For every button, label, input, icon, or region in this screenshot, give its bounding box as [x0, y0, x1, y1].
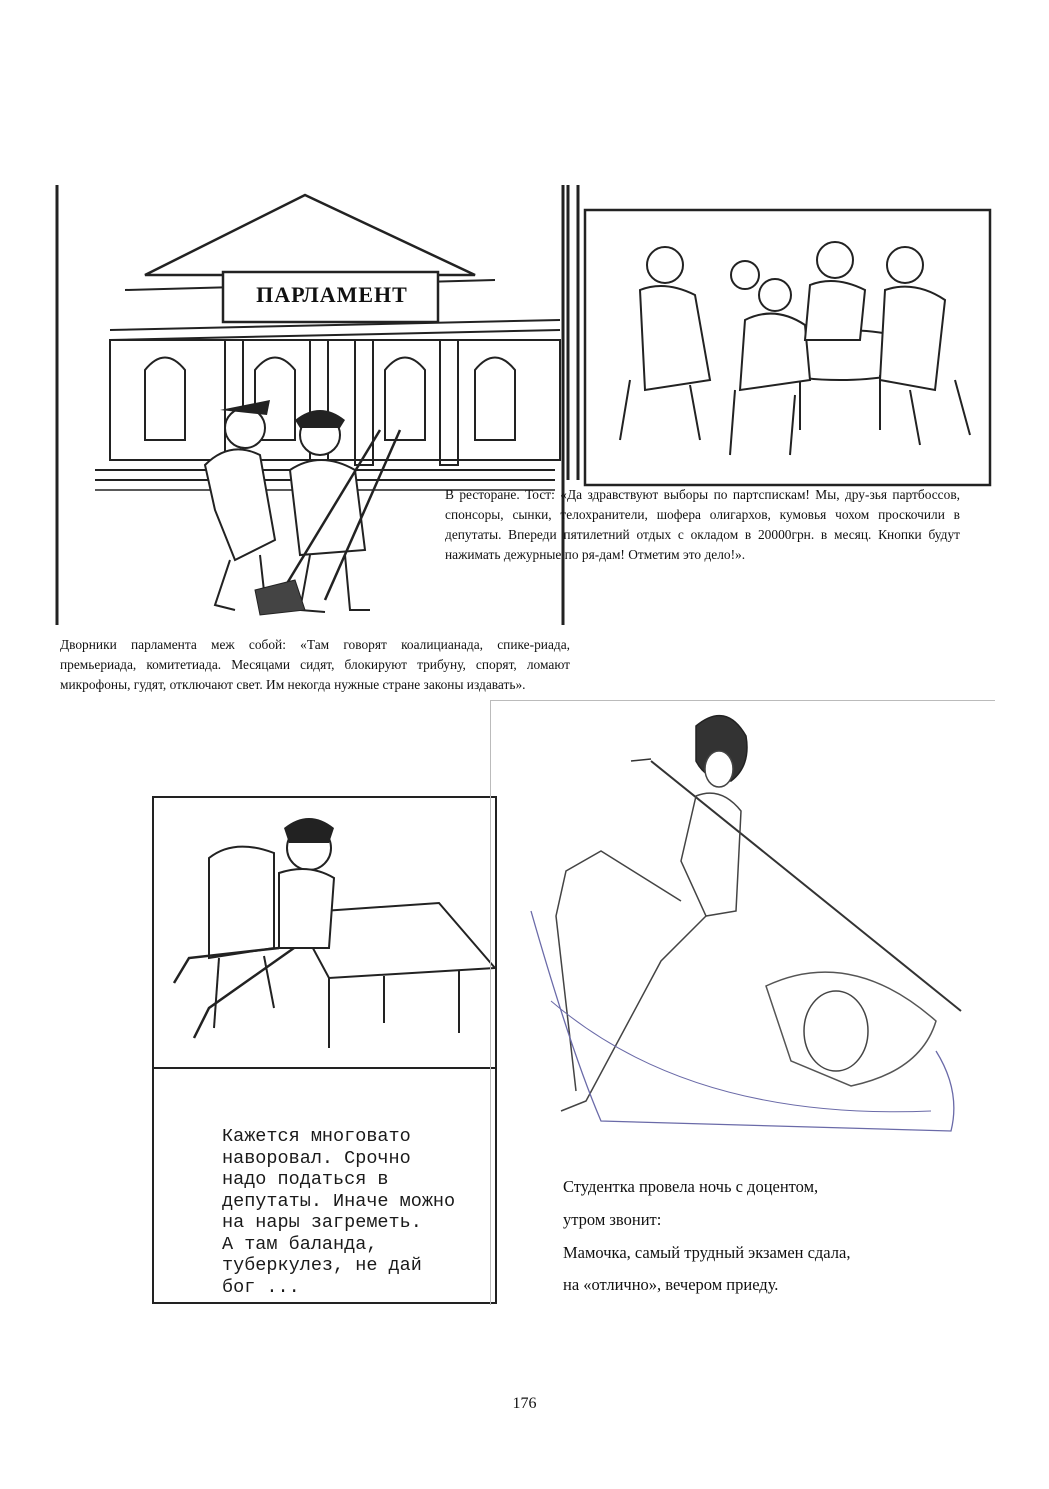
office-caption: Кажется многовато наворовал. Срочно надо податься в депутаты. Иначе можно на нары загреметь. А там баланда, туберкулез, не дай бог ...: [222, 1126, 456, 1298]
page-number: 176: [512, 1395, 537, 1412]
office-illustration: [154, 798, 495, 1078]
student-illustration: [491, 701, 996, 1161]
student-caption-line: Мамочка, самый трудный экзамен сдала,: [563, 1243, 851, 1262]
restaurant-illustration: [560, 180, 995, 490]
parliament-sign: ПАРЛАМЕНТ: [256, 282, 408, 307]
student-panel: [490, 700, 995, 1305]
student-caption-line: утром звонит:: [563, 1210, 662, 1229]
parliament-caption: Дворники парламента меж собой: «Там говорят коалицианада, спике-риада, премьериада, комитетиада. Месяцами сидят, блокируют трибуну, спорят, ломают микрофоны, гудят, отключают свет. Им некогда нужные стране законы издавать».: [60, 637, 570, 692]
office-panel: [152, 796, 497, 1304]
parliament-panel: [55, 180, 570, 720]
student-caption-line: на «отлично», вечером приеду.: [563, 1275, 779, 1294]
restaurant-caption: В ресторане. Тост: «Да здравствуют выборы по партспискам! Мы, дру-зья партбоссов, спонсоры, сынки, телохранители, шофера олигархов, кумовья чохом проскочили в депутаты. Впереди пятилетний отдых с окладом в 20000грн. в месяц. Кнопки будут нажимать дежурные по ря-дам! Отметим это дело!».: [445, 487, 960, 562]
restaurant-panel: [445, 180, 995, 630]
student-caption-line: Студентка провела ночь с доцентом,: [563, 1177, 819, 1196]
